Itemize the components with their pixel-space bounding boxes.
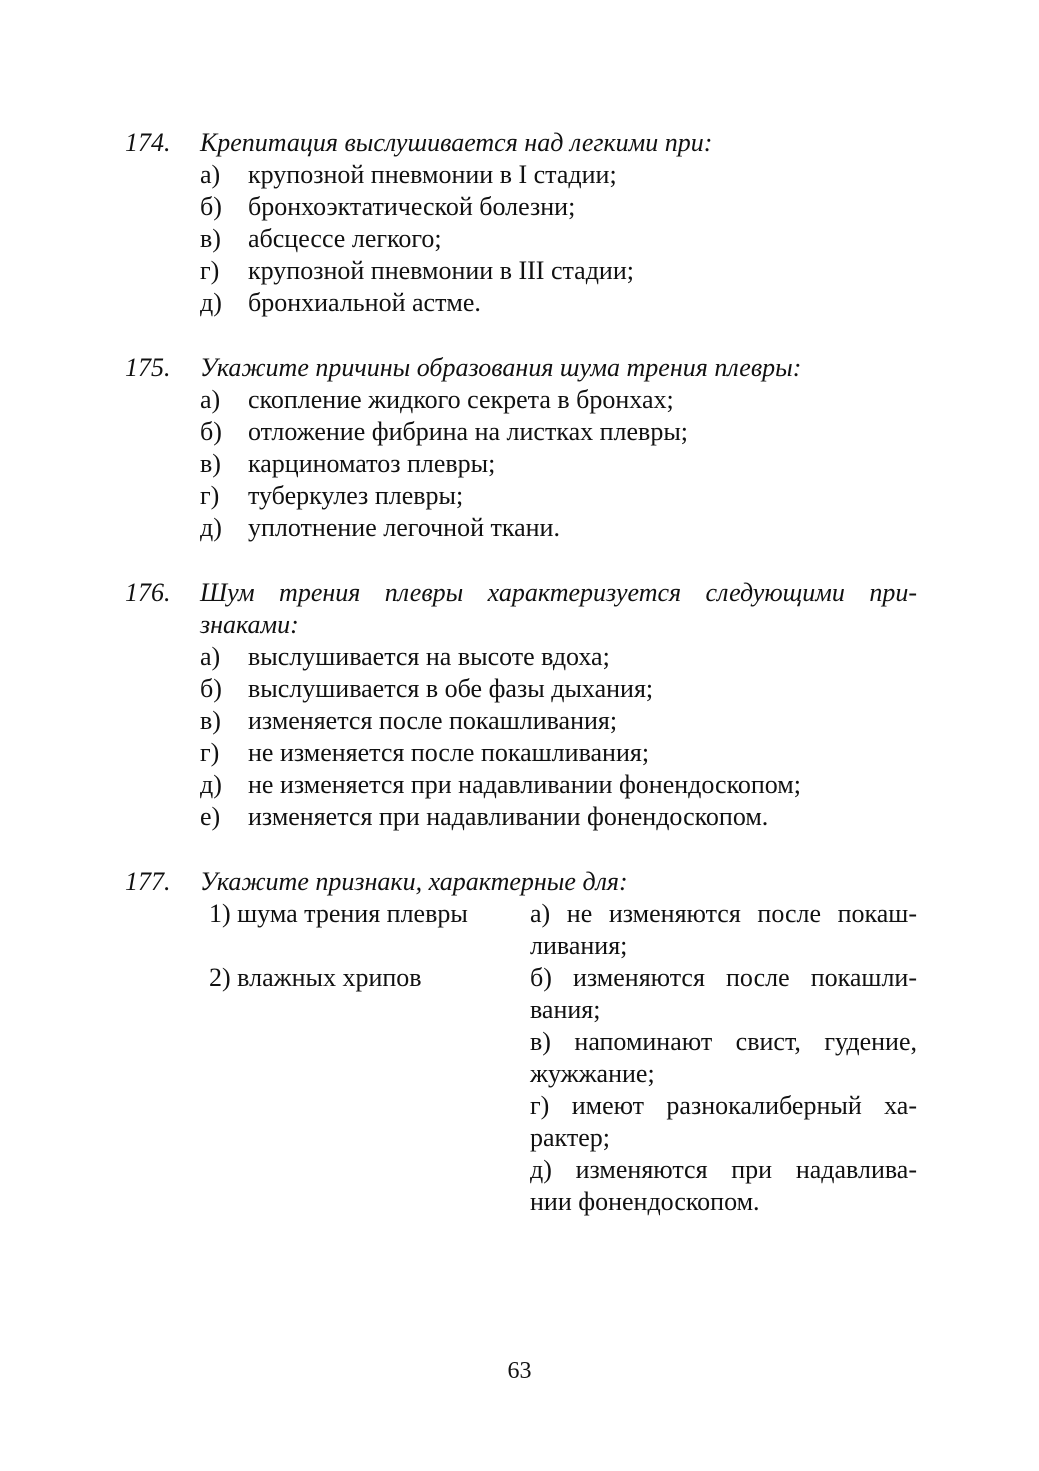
answer-option <box>125 673 917 705</box>
option-text: изменяется при надавливании фонендоскопом. <box>248 802 769 831</box>
option-letter: в) <box>200 449 221 478</box>
match-right-item <box>530 1154 917 1218</box>
answer-option <box>125 480 917 512</box>
answer-option <box>125 801 917 833</box>
option-letter: г) <box>200 481 220 510</box>
option-text: туберкулез плевры; <box>248 481 464 510</box>
question-header <box>125 577 917 609</box>
option-letter: б) <box>200 417 222 446</box>
option-text: абсцессе легкого; <box>248 224 442 253</box>
option-letter: а) <box>200 160 221 189</box>
option-text: не изменяется при надавливании фонендоскопом; <box>248 770 801 799</box>
answer-option <box>125 448 917 480</box>
answer-option <box>125 737 917 769</box>
option-letter: в) <box>200 224 221 253</box>
match-right-line: нии фонендоскопом. <box>530 1187 760 1216</box>
answer-option <box>125 512 917 544</box>
page-number: 63 <box>507 1358 532 1384</box>
match-right-line: г) имеют разнокалиберный ха- <box>530 1091 917 1120</box>
question-text: Укажите причины образования шума трения плевры: <box>200 353 802 382</box>
answer-option <box>125 191 917 223</box>
option-letter: в) <box>200 706 221 735</box>
question-176 <box>125 577 917 833</box>
match-right-line: д) изменяются при надавлива- <box>530 1155 917 1184</box>
match-right-item <box>530 1090 917 1154</box>
option-letter: д) <box>200 770 222 799</box>
answer-option <box>125 384 917 416</box>
answer-option <box>125 287 917 319</box>
option-text: уплотнение легочной ткани. <box>248 513 560 542</box>
option-text: изменяется после покашливания; <box>248 706 618 735</box>
question-175 <box>125 352 917 544</box>
option-text: карциноматоз плевры; <box>248 449 496 478</box>
question-number: 176. <box>125 578 171 607</box>
question-text: Шум трения плевры характеризуется следующими при- <box>200 578 917 607</box>
option-text: крупозной пневмонии в I стадии; <box>248 160 617 189</box>
answer-option <box>125 641 917 673</box>
match-right-item <box>530 1026 917 1090</box>
answer-option <box>125 223 917 255</box>
question-174 <box>125 127 917 319</box>
question-text-continuation: знаками: <box>200 610 299 639</box>
question-number: 174. <box>125 128 171 157</box>
option-text: бронхоэктатической болезни; <box>248 192 576 221</box>
option-letter: а) <box>200 385 221 414</box>
option-text: скопление жидкого секрета в бронхах; <box>248 385 674 414</box>
match-right-line: б) изменяются после покашли- <box>530 963 917 992</box>
match-right-column <box>530 898 917 1218</box>
option-letter: д) <box>200 288 222 317</box>
option-text: бронхиальной астме. <box>248 288 481 317</box>
match-right-line: в) напоминают свист, гудение, <box>530 1027 917 1056</box>
option-letter: г) <box>200 256 220 285</box>
option-letter: е) <box>200 802 221 831</box>
question-text: Укажите признаки, характерные для: <box>200 867 628 896</box>
question-header <box>125 352 917 384</box>
option-text: выслушивается в обе фазы дыхания; <box>248 674 654 703</box>
answer-option <box>125 705 917 737</box>
match-right-item <box>530 898 917 962</box>
option-letter: а) <box>200 642 221 671</box>
match-right-line: рактер; <box>530 1123 610 1152</box>
match-left-item: 1) шума трения плевры <box>209 899 468 928</box>
option-letter: д) <box>200 513 222 542</box>
option-text: отложение фибрина на листках плевры; <box>248 417 689 446</box>
option-text: крупозной пневмонии в III стадии; <box>248 256 634 285</box>
question-text: Крепитация выслушивается над легкими при: <box>200 128 713 157</box>
answer-option <box>125 416 917 448</box>
option-letter: б) <box>200 192 222 221</box>
match-right-line: а) не изменяются после покаш- <box>530 899 917 928</box>
question-header <box>125 127 917 159</box>
match-right-line: вания; <box>530 995 601 1024</box>
question-177 <box>125 866 917 898</box>
match-right-line: жужжание; <box>530 1059 655 1088</box>
match-right-line: ливания; <box>530 931 628 960</box>
option-text: не изменяется после покашливания; <box>248 738 650 767</box>
answer-option <box>125 159 917 191</box>
option-text: выслушивается на высоте вдоха; <box>248 642 610 671</box>
question-header <box>125 866 917 898</box>
option-letter: б) <box>200 674 222 703</box>
match-left-item: 2) влажных хрипов <box>209 963 422 992</box>
answer-option <box>125 255 917 287</box>
match-right-item <box>530 962 917 1026</box>
answer-option <box>125 769 917 801</box>
question-number: 177. <box>125 867 171 896</box>
question-number: 175. <box>125 353 171 382</box>
option-letter: г) <box>200 738 220 767</box>
